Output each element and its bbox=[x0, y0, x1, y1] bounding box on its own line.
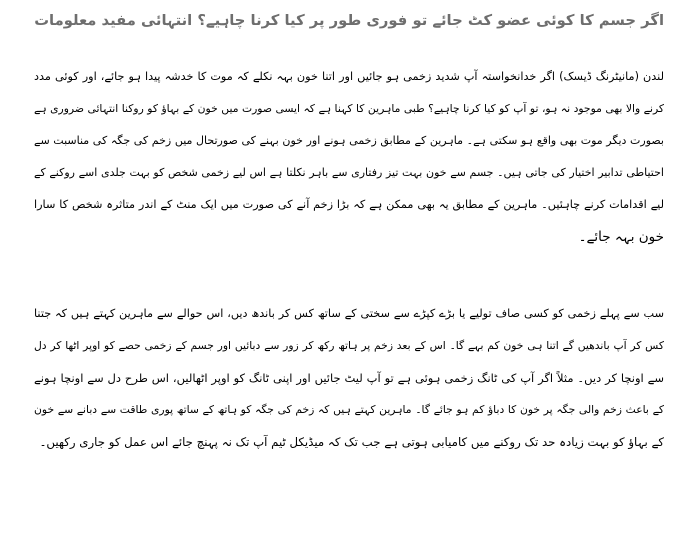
paragraph-1-line: لندن (مانیٹرنگ ڈیسک) اگر خدانخواستہ آپ شدید زخمی ہو جائیں اور اتنا خون بہہ نکلے کہ موت کا خدشہ پیدا ہو جائے، اور کوئی مدد bbox=[34, 70, 664, 83]
paragraph-1-line: احتیاطی تدابیر اختیار کی جاتی ہیں۔ جسم سے خون بہت تیز رفتاری سے باہر نکلتا ہے اس لیے زخمی شخص کو بہت جلدی اسے روکنے کے bbox=[34, 166, 664, 179]
paragraph-2-line: سے اونچا کر دیں۔ مثلاً اگر آپ کی ٹانگ زخمی ہوئی ہے تو آپ لیٹ جائیں اور اپنی ٹانگ کو اوپر اٹھالیں، اس طرح دل سے اونچا ہونے bbox=[34, 371, 664, 385]
paragraph-1-line: خون بہہ جائے۔ bbox=[578, 229, 664, 245]
paragraph-1-line: کرنے والا بھی موجود نہ ہو، تو آپ کو کیا کرنا چاہیے؟ طبی ماہرین کا کہنا ہے کہ ایسی صورت میں خون کے بہاؤ کو روکنا انتہائی ضروری ہے bbox=[34, 102, 664, 115]
article-headline: اگر جسم کا کوئی عضو کٹ جائے تو فوری طور پر کیا کرنا چاہیے؟ انتہائی مفید معلومات bbox=[34, 12, 664, 29]
paragraph-2-line: سب سے پہلے زخمی کو کسی صاف تولیے یا بڑے کپڑے سے سختی کے ساتھ کس کر باندھ دیں، اس حوالے سے ماہرین کہتے ہیں کہ جتنا bbox=[34, 307, 664, 320]
paragraph-2-line: کے باعث زخم والی جگہ پر خون کا دباؤ کم ہو جائے گا۔ ماہرین کہتے ہیں کہ زخم کی جگہ کو ہاتھ کے ساتھ پوری طاقت سے دبانے سے خون bbox=[34, 403, 664, 416]
paragraph-1-line: بصورت دیگر موت بھی واقع ہو سکتی ہے۔ ماہرین کے مطابق زخمی ہونے اور خون بہنے کی صورتحال میں زخم کی جگہ کی مناسبت سے bbox=[34, 134, 664, 147]
paragraph-2-line: کے بہاؤ کو بہت زیادہ حد تک روکنے میں کامیابی ہوتی ہے جب تک کہ میڈیکل ٹیم آپ تک نہ پہنچ جائے اس عمل کو جاری رکھیں۔ bbox=[39, 435, 664, 449]
paragraph-2-line: کس کر آپ باندھیں گے اتنا ہی خون کم بہے گا۔ اس کے بعد زخم پر ہاتھ رکھ کر زور سے دبائیں اور جسم کے زخمی حصے کو اوپر اٹھا کر دل bbox=[34, 339, 664, 352]
paragraph-1-line: لیے اقدامات کرنے چاہئیں۔ ماہرین کے مطابق یہ بھی ممکن ہے کہ بڑا زخم آنے کی صورت میں ایک منٹ کے اندر متاثرہ شخص کا سارا bbox=[34, 198, 664, 211]
